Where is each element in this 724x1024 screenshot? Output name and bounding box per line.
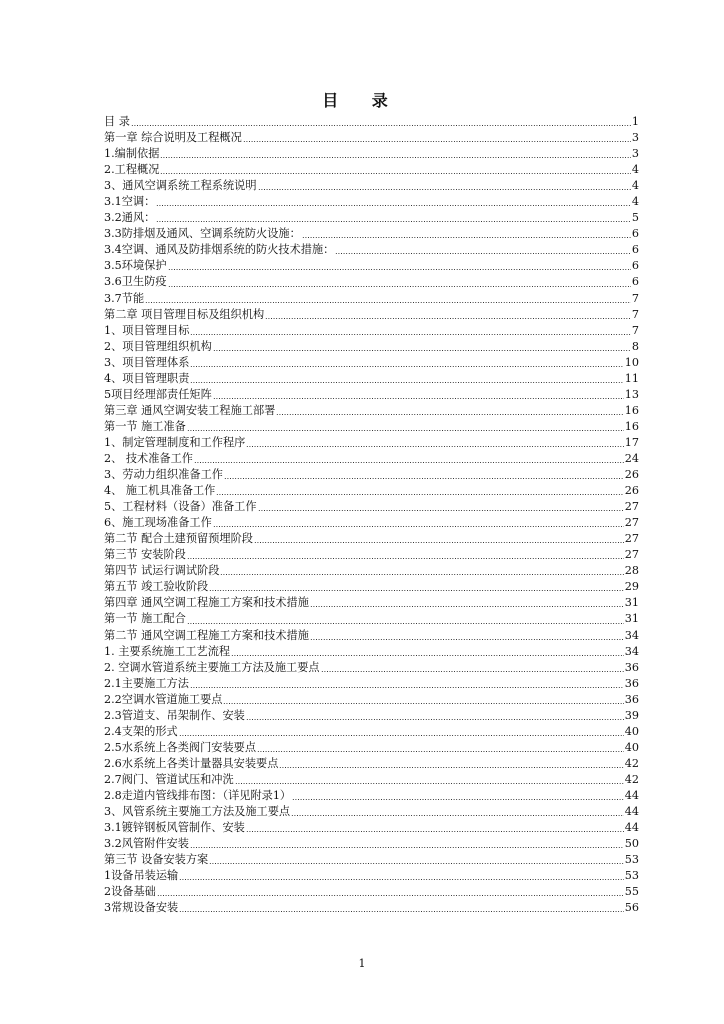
toc-entry[interactable] <box>104 499 639 515</box>
dot-leader <box>190 381 623 384</box>
toc-entry-label: 1、项目管理目标 <box>104 323 190 337</box>
toc-entry-label: 第一章 综合说明及工程概况 <box>104 131 242 145</box>
dot-leader <box>213 349 631 352</box>
toc-entry-page: 6 <box>631 275 639 289</box>
toc-entry-page: 44 <box>624 788 639 802</box>
toc-entry-page: 16 <box>624 419 639 433</box>
dot-leader <box>321 670 624 673</box>
toc-entry[interactable] <box>104 563 639 579</box>
dot-leader <box>335 252 631 255</box>
toc-entry-label: 3.7节能 <box>104 291 145 305</box>
toc-entry[interactable] <box>104 274 639 290</box>
dot-leader <box>131 124 631 127</box>
toc-entry[interactable] <box>104 788 639 804</box>
toc-entry-page: 44 <box>624 821 639 835</box>
toc-entry-page: 7 <box>631 307 639 321</box>
toc-entry-label: 第五节 竣工验收阶段 <box>104 580 209 594</box>
toc-entry[interactable] <box>104 307 639 323</box>
toc-entry-label: 第二章 项目管理目标及组织机构 <box>104 307 265 321</box>
toc-entry-label: 3常规设备安装 <box>104 901 179 915</box>
dot-leader <box>276 413 623 416</box>
dot-leader <box>258 188 631 191</box>
dot-leader <box>209 862 624 865</box>
dot-leader <box>302 236 631 239</box>
toc-entry-label: 2.2空调水管道施工要点 <box>104 692 223 706</box>
toc-entry-label: 1设备吊装运输 <box>104 869 179 883</box>
toc-entry-page: 3 <box>631 147 639 161</box>
toc-entry-label: 第一节 施工准备 <box>104 419 186 433</box>
toc-entry-page: 4 <box>631 179 639 193</box>
toc-entry-page: 40 <box>624 740 639 754</box>
dot-leader <box>213 397 624 400</box>
toc-entry-page: 27 <box>624 516 639 530</box>
toc-entry-page: 6 <box>631 259 639 273</box>
dot-leader <box>265 317 631 320</box>
dot-leader <box>145 301 631 304</box>
toc-entry[interactable] <box>104 692 639 708</box>
toc-entry-page: 6 <box>631 227 639 241</box>
toc-entry[interactable] <box>104 194 639 210</box>
toc-entry-page: 7 <box>631 291 639 305</box>
dot-leader <box>246 445 623 448</box>
toc-entry-page: 56 <box>624 901 639 915</box>
toc-entry[interactable] <box>104 740 639 756</box>
toc-entry-page: 36 <box>624 692 639 706</box>
toc-entry-label: 3.2风管附件安装 <box>104 837 189 851</box>
dot-leader <box>190 333 630 336</box>
dot-leader <box>179 734 624 737</box>
toc-entry-label: 2. 空调水管道系统主要施工方法及施工要点 <box>104 660 320 674</box>
toc-entry[interactable] <box>104 579 639 595</box>
dot-leader <box>190 365 623 368</box>
toc-entry[interactable] <box>104 114 639 130</box>
toc-entry-page: 42 <box>624 772 639 786</box>
dot-leader <box>216 493 623 496</box>
dot-leader <box>223 702 623 705</box>
dot-leader <box>257 750 624 753</box>
toc-entry[interactable] <box>104 820 639 836</box>
dot-leader <box>179 878 624 881</box>
toc-entry-page: 3 <box>631 131 639 145</box>
toc-entry-page: 4 <box>631 163 639 177</box>
toc-entry[interactable] <box>104 371 639 387</box>
dot-leader <box>156 204 631 207</box>
toc-entry[interactable] <box>104 467 639 483</box>
page-number: 1 <box>358 957 366 970</box>
toc-entry-page: 34 <box>624 644 639 658</box>
dot-leader <box>292 798 624 801</box>
toc-entry-label: 1. 主要系统施工工艺流程 <box>104 644 231 658</box>
toc-entry[interactable] <box>104 130 639 146</box>
toc-entry[interactable] <box>104 242 639 258</box>
dot-leader <box>209 589 624 592</box>
dot-leader <box>310 638 624 641</box>
toc-entry[interactable] <box>104 339 639 355</box>
toc-entry[interactable] <box>104 419 639 435</box>
toc-entry[interactable] <box>104 146 639 162</box>
dot-leader <box>220 573 623 576</box>
toc-entry-label: 3.6卫生防疫 <box>104 275 167 289</box>
dot-leader <box>194 461 624 464</box>
toc-entry[interactable] <box>104 804 639 820</box>
toc-entry-page: 29 <box>624 580 639 594</box>
dot-leader <box>254 541 624 544</box>
toc-entry[interactable] <box>104 226 639 242</box>
toc-entry-label: 第四章 通风空调工程施工方案和技术措施 <box>104 596 309 610</box>
toc-entry-label: 5项目经理部责任矩阵 <box>104 387 212 401</box>
toc-entry[interactable] <box>104 628 639 644</box>
dot-leader <box>235 782 624 785</box>
dot-leader <box>187 429 624 432</box>
toc-entry[interactable] <box>104 708 639 724</box>
toc-entry-page: 53 <box>624 869 639 883</box>
toc-entry-label: 3.1镀锌钢板风管制作、安装 <box>104 821 245 835</box>
toc-entry[interactable] <box>104 852 639 868</box>
dot-leader <box>213 525 624 528</box>
toc-entry[interactable] <box>104 355 639 371</box>
toc-entry-page: 13 <box>624 387 639 401</box>
toc-entry[interactable] <box>104 900 639 916</box>
dot-leader <box>231 654 624 657</box>
toc-entry[interactable] <box>104 724 639 740</box>
dot-leader <box>243 140 631 143</box>
toc-entry-label: 2.5水系统上各类阀门安装要点 <box>104 740 257 754</box>
toc-entry-page: 28 <box>624 564 639 578</box>
toc-entry-page: 31 <box>624 596 639 610</box>
toc-entry-label: 2.8走道内管线排布图：（详见附录1） <box>104 788 292 802</box>
toc-entry-label: 第三章 通风空调安装工程施工部署 <box>104 403 276 417</box>
toc-entry[interactable] <box>104 868 639 884</box>
toc-entry-page: 26 <box>624 484 639 498</box>
toc-entry-label: 3.2通风： <box>104 211 156 225</box>
toc-entry-page: 8 <box>631 339 639 353</box>
toc-entry[interactable] <box>104 676 639 692</box>
toc-entry-page: 53 <box>624 853 639 867</box>
toc-entry-label: 2.1主要施工方法 <box>104 676 189 690</box>
toc-entry-label: 3、通风空调系统工程系统说明 <box>104 179 257 193</box>
toc-entry[interactable] <box>104 884 639 900</box>
toc-entry-label: 5、工程材料（设备）准备工作 <box>104 500 257 514</box>
dot-leader <box>187 557 624 560</box>
toc-entry-page: 1 <box>631 115 639 128</box>
dot-leader <box>279 766 623 769</box>
toc-entry-page: 39 <box>624 708 639 722</box>
toc-entry[interactable] <box>104 836 639 852</box>
toc-title: 目 录 <box>322 91 402 110</box>
toc-entry-label: 2、项目管理组织机构 <box>104 339 212 353</box>
toc-entry-page: 27 <box>624 532 639 546</box>
toc-entry-label: 3.3防排烟及通风、空调系统防火设施： <box>104 227 301 241</box>
dot-leader <box>160 172 630 175</box>
toc-entry-page: 6 <box>631 243 639 257</box>
toc-entry[interactable] <box>104 660 639 676</box>
dot-leader <box>190 846 624 849</box>
toc-entry[interactable] <box>104 644 639 660</box>
toc-entry-page: 5 <box>631 211 639 225</box>
toc-entry-label: 2.4支架的形式 <box>104 724 178 738</box>
toc-entry[interactable] <box>104 483 639 499</box>
toc-entry-label: 3、劳动力组织准备工作 <box>104 468 223 482</box>
toc-entry-page: 36 <box>624 660 639 674</box>
toc-entry-label: 目 录 <box>104 115 130 128</box>
toc-entry-label: 3、风管系统主要施工方法及施工要点 <box>104 805 291 819</box>
toc-entry-label: 4、项目管理职责 <box>104 371 190 385</box>
toc-entry-label: 4、 施工机具准备工作 <box>104 484 216 498</box>
dot-leader <box>224 477 624 480</box>
toc-entry-label: 2.6水系统上各类计量器具安装要点 <box>104 756 279 770</box>
toc-entry-label: 1.编制依据 <box>104 147 160 161</box>
toc-entry-label: 第三节 设备安装方案 <box>104 853 209 867</box>
toc-entry-page: 16 <box>624 403 639 417</box>
toc-entry-label: 第二节 配合土建预留预埋阶段 <box>104 532 253 546</box>
toc-entry-label: 6、施工现场准备工作 <box>104 516 212 530</box>
table-of-contents <box>104 114 639 916</box>
dot-leader <box>168 285 631 288</box>
dot-leader <box>156 220 631 223</box>
toc-entry-page: 34 <box>624 628 639 642</box>
toc-entry[interactable] <box>104 162 639 178</box>
toc-entry[interactable] <box>104 403 639 419</box>
toc-entry-page: 24 <box>624 451 639 465</box>
toc-entry-page: 26 <box>624 468 639 482</box>
toc-entry-page: 50 <box>624 837 639 851</box>
toc-entry[interactable] <box>104 756 639 772</box>
toc-entry-label: 2.3管道支、吊架制作、安装 <box>104 708 245 722</box>
toc-entry[interactable] <box>104 595 639 611</box>
toc-entry[interactable] <box>104 531 639 547</box>
toc-entry-label: 2、 技术准备工作 <box>104 451 193 465</box>
toc-entry-label: 第二节 通风空调工程施工方案和技术措施 <box>104 628 309 642</box>
toc-entry-page: 4 <box>631 195 639 209</box>
toc-entry-label: 3.5环境保护 <box>104 259 167 273</box>
dot-leader <box>291 814 624 817</box>
toc-entry-label: 第一节 施工配合 <box>104 612 186 626</box>
toc-entry-label: 3.1空调： <box>104 195 156 209</box>
dot-leader <box>179 910 624 913</box>
toc-entry-page: 36 <box>624 676 639 690</box>
toc-entry-page: 55 <box>624 885 639 899</box>
toc-entry[interactable] <box>104 178 639 194</box>
toc-entry[interactable] <box>104 435 639 451</box>
toc-entry[interactable] <box>104 451 639 467</box>
toc-entry[interactable] <box>104 323 639 339</box>
toc-entry[interactable] <box>104 387 639 403</box>
toc-entry-page: 44 <box>624 805 639 819</box>
toc-entry-page: 10 <box>624 355 639 369</box>
dot-leader <box>160 156 630 159</box>
dot-leader <box>246 718 624 721</box>
toc-entry-label: 2.7阀门、管道试压和冲洗 <box>104 772 234 786</box>
toc-entry-label: 3、项目管理体系 <box>104 355 190 369</box>
toc-entry[interactable] <box>104 515 639 531</box>
toc-entry-label: 1、制定管理制度和工作程序 <box>104 435 246 449</box>
toc-entry-label: 2.工程概况 <box>104 163 160 177</box>
dot-leader <box>258 509 624 512</box>
toc-entry[interactable] <box>104 547 639 563</box>
toc-entry[interactable] <box>104 611 639 627</box>
dot-leader <box>157 894 624 897</box>
toc-entry-page: 40 <box>624 724 639 738</box>
toc-entry-page: 27 <box>624 500 639 514</box>
toc-entry-page: 42 <box>624 756 639 770</box>
toc-entry-page: 27 <box>624 548 639 562</box>
toc-entry-page: 11 <box>624 371 639 385</box>
toc-entry-label: 3.4空调、通风及防排烟系统的防火技术措施： <box>104 243 335 257</box>
toc-entry[interactable] <box>104 772 639 788</box>
dot-leader <box>187 622 624 625</box>
toc-entry-label: 第四节 试运行调试阶段 <box>104 564 220 578</box>
toc-entry-label: 2设备基础 <box>104 885 156 899</box>
dot-leader <box>310 605 624 608</box>
toc-entry[interactable] <box>104 210 639 226</box>
toc-entry[interactable] <box>104 291 639 307</box>
toc-entry-page: 7 <box>631 323 639 337</box>
dot-leader <box>246 830 624 833</box>
toc-entry-page: 31 <box>624 612 639 626</box>
toc-entry[interactable] <box>104 258 639 274</box>
dot-leader <box>168 268 631 271</box>
toc-entry-page: 17 <box>624 435 639 449</box>
toc-entry-label: 第三节 安装阶段 <box>104 548 186 562</box>
dot-leader <box>190 686 624 689</box>
